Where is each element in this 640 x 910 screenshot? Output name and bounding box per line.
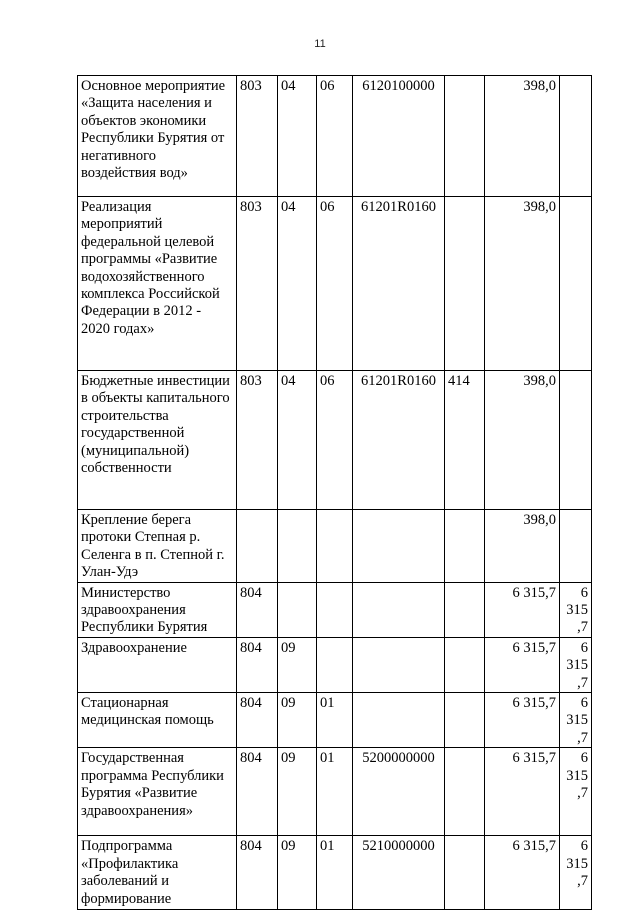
row-target-article: [353, 510, 445, 583]
page-number: 11: [314, 38, 326, 50]
row-amount-2: 6 315,7: [560, 582, 592, 637]
row-section-code: 09: [278, 693, 317, 748]
row-amount-1: 398,0: [485, 76, 560, 197]
row-expense-type: [445, 637, 485, 692]
row-expense-type: [445, 748, 485, 836]
row-name: Основное мероприятие «Защита населения и объектов экономики Республики Бурятия от негативного воздействия вод»: [78, 76, 237, 197]
table-row: [78, 510, 592, 583]
row-ministry-code: 804: [237, 693, 278, 748]
row-expense-type: [445, 76, 485, 197]
row-section-code: 09: [278, 637, 317, 692]
table-row: [78, 76, 592, 197]
budget-table: [77, 75, 592, 910]
row-section-code: 09: [278, 836, 317, 910]
row-expense-type: [445, 510, 485, 583]
row-ministry-code: [237, 510, 278, 583]
row-subsection-code: 01: [317, 748, 353, 836]
row-section-code: [278, 582, 317, 637]
row-target-article: 6120100000: [353, 76, 445, 197]
row-amount-1: 6 315,7: [485, 836, 560, 910]
row-name: Реализация мероприятий федеральной целевой программы «Развитие водохозяйственного комплекса Российской Федерации в 2012 - 2020 годах»: [78, 197, 237, 371]
table-row: [78, 371, 592, 510]
row-target-article: [353, 582, 445, 637]
row-ministry-code: 804: [237, 582, 278, 637]
table-row: [78, 637, 592, 692]
row-amount-1: 398,0: [485, 197, 560, 371]
table-row: [78, 582, 592, 637]
row-amount-1: 6 315,7: [485, 693, 560, 748]
row-name: Крепление берега протоки Степная р. Селенга в п. Степной г. Улан-Удэ: [78, 510, 237, 583]
table-row: [78, 836, 592, 910]
row-amount-2: 6 315,7: [560, 693, 592, 748]
row-amount-2: [560, 510, 592, 583]
row-name: Министерство здравоохранения Республики Бурятия: [78, 582, 237, 637]
row-section-code: [278, 510, 317, 583]
row-expense-type: 414: [445, 371, 485, 510]
table-row: [78, 693, 592, 748]
row-amount-2: [560, 76, 592, 197]
row-expense-type: [445, 582, 485, 637]
row-target-article: [353, 637, 445, 692]
row-subsection-code: 06: [317, 371, 353, 510]
row-ministry-code: 803: [237, 197, 278, 371]
row-name: Стационарная медицинская помощь: [78, 693, 237, 748]
row-amount-1: 6 315,7: [485, 582, 560, 637]
row-amount-2: 6 315,7: [560, 748, 592, 836]
row-expense-type: [445, 693, 485, 748]
row-subsection-code: 06: [317, 197, 353, 371]
row-amount-2: 6 315,7: [560, 836, 592, 910]
row-expense-type: [445, 836, 485, 910]
row-section-code: 04: [278, 371, 317, 510]
row-amount-1: 398,0: [485, 371, 560, 510]
row-amount-2: [560, 371, 592, 510]
row-subsection-code: [317, 637, 353, 692]
row-name: Государственная программа Республики Бурятия «Развитие здравоохранения»: [78, 748, 237, 836]
row-section-code: 09: [278, 748, 317, 836]
row-subsection-code: 01: [317, 836, 353, 910]
budget-table-body: [78, 76, 592, 910]
row-ministry-code: 803: [237, 76, 278, 197]
row-name: Бюджетные инвестиции в объекты капитального строительства государственной (муниципальной) собственности: [78, 371, 237, 510]
row-subsection-code: [317, 510, 353, 583]
row-amount-2: [560, 197, 592, 371]
row-name: Подпрограмма «Профилактика заболеваний и формирование: [78, 836, 237, 910]
row-target-article: 61201R0160: [353, 197, 445, 371]
row-target-article: 61201R0160: [353, 371, 445, 510]
table-row: [78, 197, 592, 371]
row-subsection-code: [317, 582, 353, 637]
row-amount-1: 398,0: [485, 510, 560, 583]
row-expense-type: [445, 197, 485, 371]
row-amount-1: 6 315,7: [485, 748, 560, 836]
row-amount-2: 6 315,7: [560, 637, 592, 692]
row-section-code: 04: [278, 76, 317, 197]
table-row: [78, 748, 592, 836]
row-ministry-code: 804: [237, 836, 278, 910]
row-subsection-code: 06: [317, 76, 353, 197]
row-name: Здравоохранение: [78, 637, 237, 692]
row-ministry-code: 803: [237, 371, 278, 510]
row-target-article: 5200000000: [353, 748, 445, 836]
row-target-article: [353, 693, 445, 748]
row-target-article: 5210000000: [353, 836, 445, 910]
row-section-code: 04: [278, 197, 317, 371]
row-ministry-code: 804: [237, 748, 278, 836]
row-subsection-code: 01: [317, 693, 353, 748]
row-ministry-code: 804: [237, 637, 278, 692]
row-amount-1: 6 315,7: [485, 637, 560, 692]
